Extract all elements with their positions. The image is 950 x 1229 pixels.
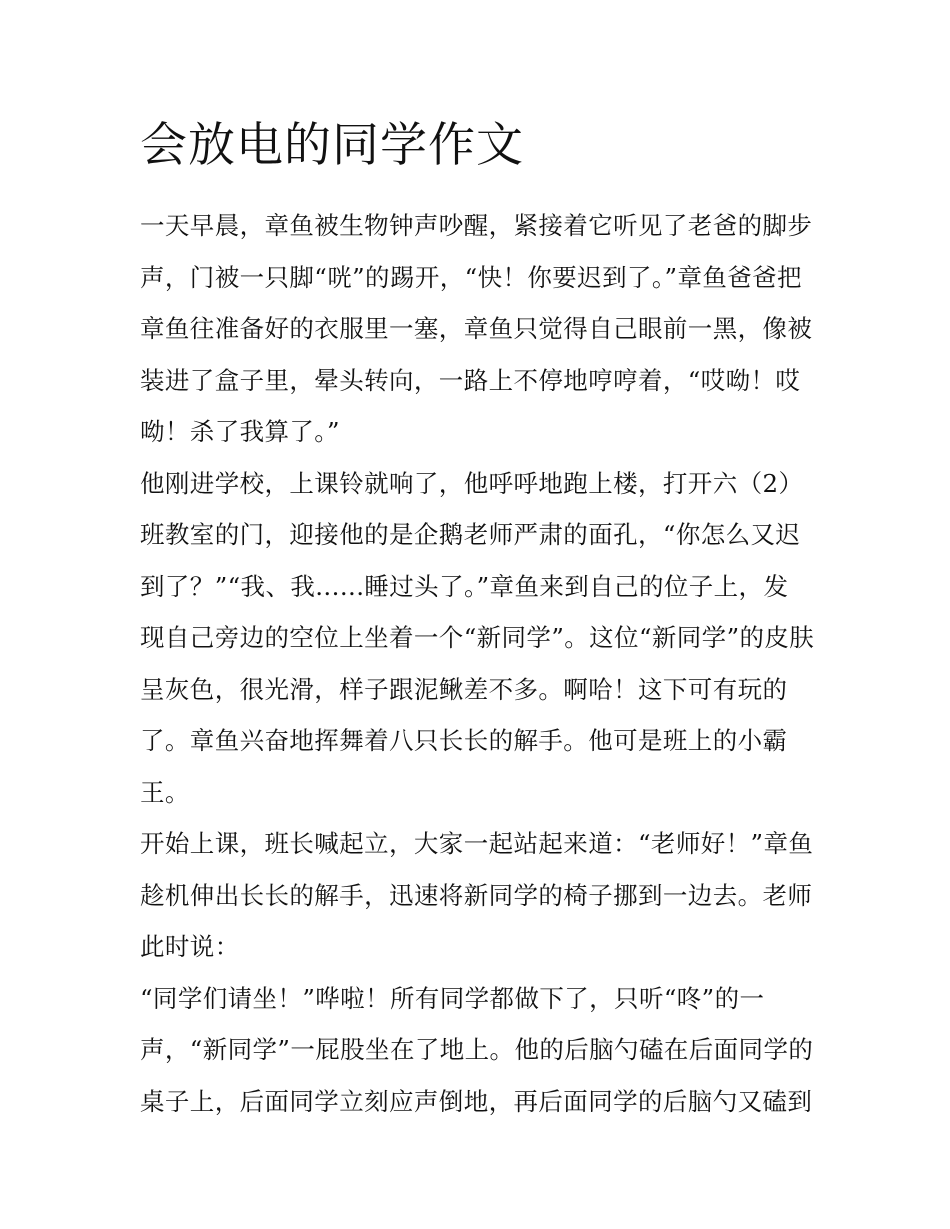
body-line: 现自己旁边的空位上坐着一个“新同学”。这位“新同学”的皮肤 <box>140 623 815 652</box>
body-line: 开始上课，班长喊起立，大家一起站起来道：“老师好！”章鱼 <box>140 829 814 858</box>
body-line: 到了？”“我、我......睡过头了。”章鱼来到自己的位子上，发 <box>140 571 789 601</box>
body-line: 章鱼往准备好的衣服里一塞，章鱼只觉得自己眼前一黑，像被 <box>140 314 813 343</box>
document-title: 会放电的同学作文 <box>140 118 524 173</box>
body-line: 呦！杀了我算了。” <box>140 417 340 446</box>
body-line: 装进了盒子里，晕头转向，一路上不停地哼哼着，“哎呦！哎 <box>140 365 801 395</box>
document-body <box>140 200 820 1127</box>
body-line: 声，“新同学”一屁股坐在了地上。他的后脑勺磕在后面同学的 <box>140 1035 814 1064</box>
body-line: 此时说： <box>140 932 240 961</box>
body-line: 一天早晨，章鱼被生物钟声吵醒，紧接着它听见了老爸的脚步 <box>140 211 813 240</box>
body-line: 趁机伸出长长的解手，迅速将新同学的椅子挪到一边去。老师 <box>140 880 813 910</box>
body-line: 声，门被一只脚“咣”的踢开，“快！你要迟到了。”章鱼爸爸把 <box>140 262 802 292</box>
body-line: 他刚进学校，上课铃就响了，他呼呼地跑上楼，打开六（2） <box>140 468 804 498</box>
body-line: 呈灰色，很光滑，样子跟泥鳅差不多。啊哈！这下可有玩的 <box>140 674 788 704</box>
body-line: 了。章鱼兴奋地挥舞着八只长长的解手。他可是班上的小霸 <box>140 726 788 755</box>
body-line: “同学们请坐！”哗啦！所有同学都做下了，只听“咚”的一 <box>140 983 765 1013</box>
body-line: 桌子上，后面同学立刻应声倒地，再后面同学的后脑勺又磕到 <box>140 1086 813 1116</box>
body-line: 班教室的门，迎接他的是企鹅老师严肃的面孔，“你怎么又迟 <box>140 520 801 549</box>
body-line: 王。 <box>140 777 190 807</box>
